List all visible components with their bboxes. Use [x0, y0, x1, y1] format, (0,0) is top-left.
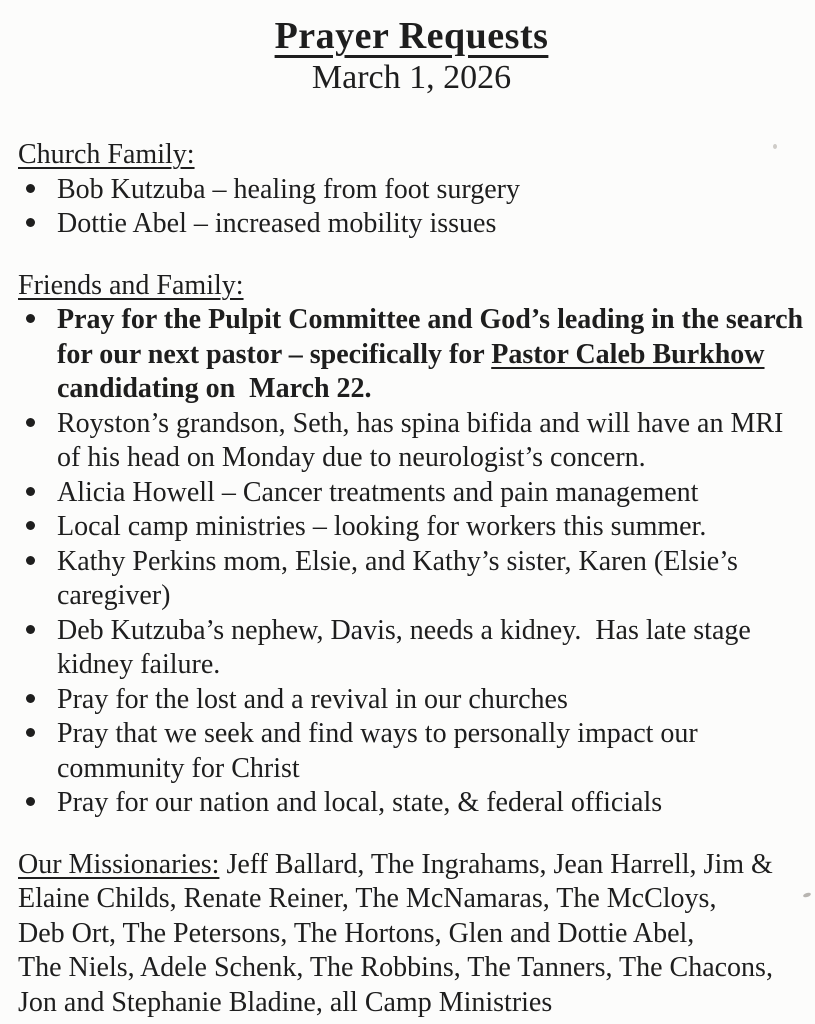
missionaries-paragraph — [18, 848, 805, 1021]
prayer-item-text: Deb Kutzuba’s nephew, Davis, needs a kidney. Has late stage kidney failure. — [57, 614, 751, 680]
date-line: March 1, 2026 — [311, 59, 512, 96]
bullet-icon — [26, 728, 35, 737]
section-church-family — [18, 138, 805, 242]
prayer-item-alicia-howell — [18, 476, 805, 511]
missionaries-line: Elaine Childs, Renate Reiner, The McNamaras, The McCloys, — [18, 883, 717, 914]
prayer-item-impact-community — [18, 717, 805, 786]
missionaries-heading-text: Our Missionaries: — [18, 848, 220, 880]
prayer-item-text: Alicia Howell – Cancer treatments and pain management — [57, 476, 699, 508]
prayer-item-text: Kathy Perkins mom, Elsie, and Kathy’s sister, Karen (Elsie’s caregiver) — [57, 545, 738, 611]
bullet-icon — [26, 694, 35, 703]
document-header — [18, 14, 805, 98]
bullet-icon — [26, 625, 35, 634]
section-missionaries — [18, 848, 805, 1021]
bullet-icon — [26, 797, 35, 806]
prayer-item-local-camp-ministries — [18, 510, 805, 545]
pastor-name-underlined: Pastor Caleb Burkhow — [491, 338, 765, 370]
bullet-icon — [26, 314, 35, 323]
prayer-item-royston-grandson — [18, 407, 805, 476]
prayer-item-pulpit-committee — [18, 303, 805, 407]
prayer-item-text: Royston’s grandson, Seth, has spina bifida and will have an MRI of his head on Monday due to neurologist’s concern. — [57, 407, 784, 473]
page-title-text: Prayer Requests — [274, 15, 549, 57]
bullet-icon — [26, 521, 35, 530]
friends-family-list — [18, 303, 805, 821]
church-family-heading — [18, 138, 805, 173]
bullet-icon — [26, 556, 35, 565]
missionaries-line: Jon and Stephanie Bladine, all Camp Ministries — [18, 986, 553, 1018]
prayer-item-text: Dottie Abel – increased mobility issues — [57, 208, 497, 239]
missionaries-line — [18, 848, 805, 883]
prayer-item-text: Pray that we seek and find ways to personally impact our community for Christ — [57, 718, 698, 784]
missionaries-line: Deb Ort, The Petersons, The Hortons, Glen and Dottie Abel, — [18, 917, 695, 949]
prayer-item-bob-kutzuba — [18, 173, 805, 208]
prayer-item-dottie-abel — [18, 207, 805, 242]
scan-speck — [803, 892, 812, 898]
friends-family-heading — [18, 269, 805, 304]
prayer-item-lost-revival — [18, 683, 805, 718]
bullet-icon — [26, 218, 35, 227]
prayer-item-nation-officials — [18, 786, 805, 821]
bullet-icon — [26, 487, 35, 496]
friends-family-heading-text: Friends and Family: — [18, 269, 244, 301]
prayer-item-text: Bob Kutzuba – healing from foot surgery — [57, 173, 520, 205]
prayer-item-text: Pray for the lost and a revival in our churches — [57, 683, 568, 715]
prayer-item-deb-kutzuba-nephew — [18, 614, 805, 683]
church-family-heading-text: Church Family: — [18, 139, 195, 170]
missionaries-line: The Niels, Adele Schenk, The Robbins, The Tanners, The Chacons, — [18, 952, 773, 983]
prayer-item-text: Pray for our nation and local, state, & federal officials — [57, 787, 663, 818]
page-title — [18, 14, 805, 58]
scan-speck — [773, 144, 777, 149]
church-family-list — [18, 173, 805, 242]
prayer-item-text: candidating on March 22. — [57, 373, 372, 404]
prayer-item-text: Local camp ministries – looking for workers this summer. — [57, 511, 707, 542]
bullet-icon — [26, 184, 35, 193]
missionaries-names: Jeff Ballard, The Ingrahams, Jean Harrell, Jim & — [219, 848, 773, 880]
section-friends-family — [18, 269, 805, 821]
bullet-icon — [26, 418, 35, 427]
prayer-item-kathy-perkins-family — [18, 545, 805, 614]
prayer-item-text: Pray for the Pulpit Committee and God’s leading in the search for our next pastor – specifically for — [57, 304, 804, 370]
